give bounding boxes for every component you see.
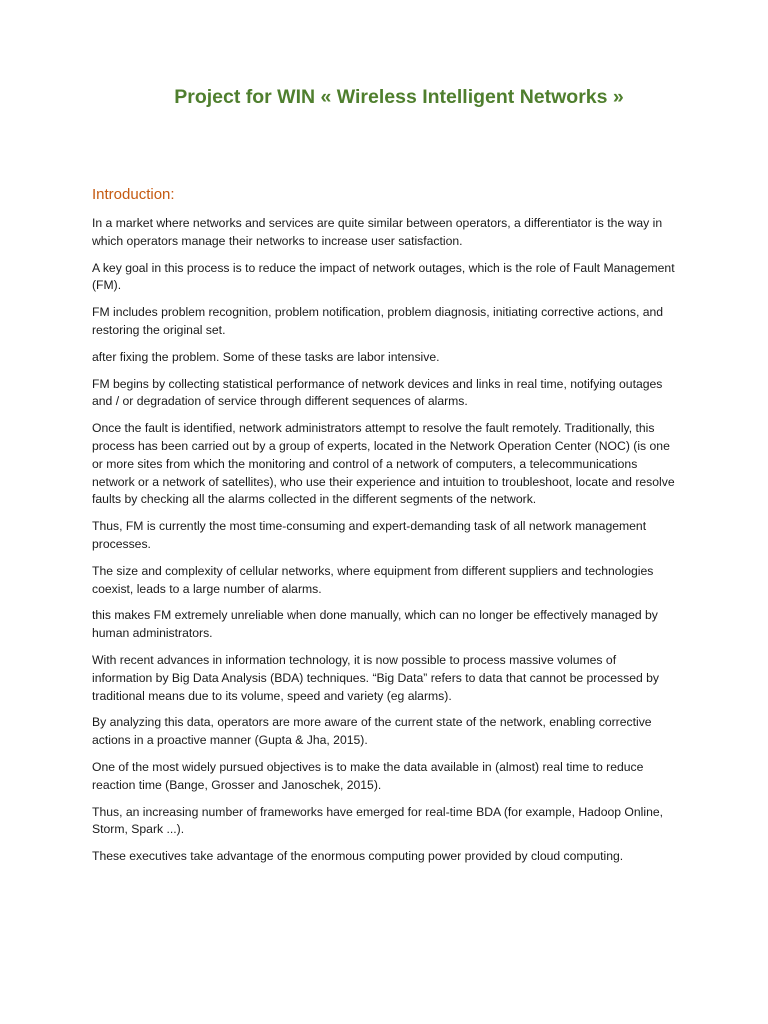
paragraph: Thus, FM is currently the most time-consuming and expert-demanding task of all network management processes.: [92, 519, 647, 551]
paragraph: The size and complexity of cellular networks, where equipment from different suppliers and technologies coexist, leads to a large number of alarms.: [92, 563, 654, 596]
section-heading-introduction: Introduction:: [92, 186, 175, 203]
paragraph: With recent advances in information technology, it is now possible to process massive volumes of information by Big Data Analysis (BDA) techniques. “Big Data” refers to data that cannot be processed by traditional means due to its volume, speed and variety (eg alarms).: [92, 652, 660, 703]
paragraph: FM includes problem recognition, problem notification, problem diagnosis, initiating corrective actions, and restoring the original set.: [92, 305, 664, 337]
document-title: Project for WIN « Wireless Intelligent Networks »: [174, 86, 624, 108]
paragraph: These executives take advantage of the enormous computing power provided by cloud computing.: [92, 849, 624, 864]
paragraph: this makes FM extremely unreliable when done manually, which can no longer be effectively managed by human administrators.: [92, 608, 658, 641]
paragraph: after fixing the problem. Some of these tasks are labor intensive.: [92, 349, 440, 364]
paragraph: Once the fault is identified, network administrators attempt to resolve the fault remotely. Traditionally, this process has been carried out by a group of experts, located in the Network Operation Center (NOC) (is one or more sites from which the monitoring and control of a network of computers, a telecommunications network or a network of satellites), who use their experience and intuition to troubleshoot, locate and resolve faults by checking all the alarms collected in the different segments of the network.: [92, 421, 675, 507]
paragraph: FM begins by collecting statistical performance of network devices and links in real time, notifying outages and / or degradation of service through different sequences of alarms.: [92, 376, 663, 409]
paragraph: One of the most widely pursued objectives is to make the data available in (almost) real time to reduce reaction time (Bange, Grosser and Janoschek, 2015).: [92, 759, 644, 792]
paragraph: Thus, an increasing number of frameworks have emerged for real-time BDA (for example, Hadoop Online, Storm, Spark ...).: [92, 804, 664, 837]
paragraph: By analyzing this data, operators are more aware of the current state of the network, enabling corrective actions in a proactive manner (Gupta & Jha, 2015).: [92, 715, 652, 748]
paragraph: In a market where networks and services are quite similar between operators, a differentiator is the way in which operators manage their networks to increase user satisfaction.: [92, 216, 663, 248]
paragraph: A key goal in this process is to reduce the impact of network outages, which is the role of Fault Management (FM).: [92, 260, 675, 293]
